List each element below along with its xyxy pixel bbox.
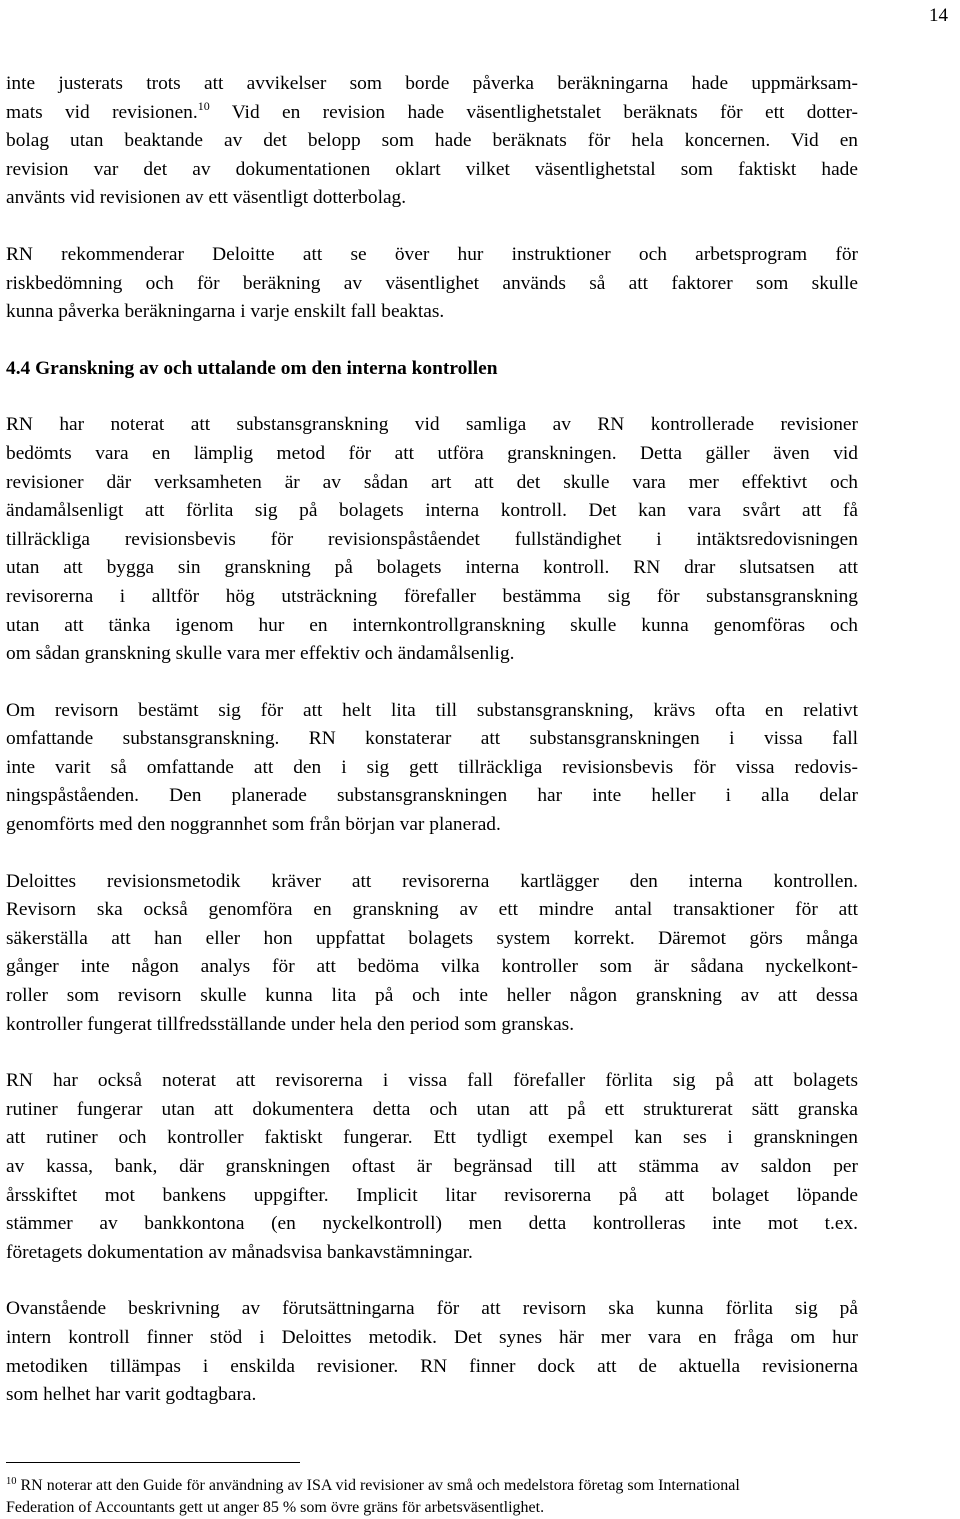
footnote-line [6,1475,866,1497]
text-line: använts vid revisionen av ett väsentligt dotterbolag. [6,187,407,209]
footnote-text: RN noterar att den Guide för användning av ISA vid revisioner av små och medelstora företag som International [16,1477,740,1494]
text-line: kunna påverka beräkningarna i varje enskilt fall beaktas. [6,301,445,323]
body-paragraph [6,697,858,840]
page-number: 14 [929,5,948,26]
text-line: stämmer av bankkontona (en nyckelkontroll) men detta kontrolleras inte mot t.ex. [6,1213,858,1235]
document-body [6,70,858,1438]
text-line: ändamålsenligt att förlita sig på bolagets interna kontroll. Det kan vara svårt att få [6,500,858,522]
text-line: att rutiner och kontroller faktiskt fungerar. Ett tydligt exempel kan ses i granskningen [6,1127,858,1149]
text-line: ningspåståenden. Den planerade substansgranskningen har inte heller i alla delar [6,785,858,807]
text-line: RN rekommenderar Deloitte att se över hur instruktioner och arbetsprogram för [6,243,858,265]
text-segment: Vid en revision hade väsentlighetstalet beräknats för ett dotter- [209,101,858,123]
text-line: tillräckliga revisionsbevis för revisionspåståendet fullständighet i intäktsredovisningen [6,528,858,550]
footnote-separator [6,1462,300,1463]
body-paragraph [6,868,858,1040]
text-line: RN har noterat att substansgranskning vid samliga av RN kontrollerade revisioner [6,414,858,436]
text-line: revision var det av dokumentationen oklart vilket väsentlighetstal som faktiskt hade [6,158,858,180]
text-line: bedömts vara en lämplig metod för att utföra granskningen. Detta gäller även vid [6,442,858,464]
text-line: metodiken tillämpas i enskilda revisioner. RN finner dock att de aktuella revisionerna [6,1355,858,1377]
text-line: utan att tänka igenom hur en internkontrollgranskning skulle kunna genomföras och [6,614,858,636]
footnote-number: 10 [6,1476,17,1487]
text-line: roller som revisorn skulle kunna lita på och inte heller någon granskning av att dessa [6,985,858,1007]
text-line [6,99,858,128]
text-line: som helhet har varit godtagbara. [6,1384,257,1406]
text-line: intern kontroll finner stöd i Deloittes metodik. Det synes här mer vara en fråga om hur [6,1326,858,1348]
text-line: revisioner där verksamheten är av sådan art att det skulle vara mer effektivt och [6,471,858,493]
body-paragraph [6,411,858,668]
text-line: Om revisorn bestämt sig för att helt lita till substansgranskning, krävs ofta en relativt [6,699,858,721]
footnote-reference: 10 [197,98,210,113]
body-paragraph [6,70,858,213]
text-line: om sådan granskning skulle vara mer effektiv och ändamålsenlig. [6,643,515,665]
section-heading: 4.4 Granskning av och uttalande om den interna kontrollen [6,357,498,379]
text-line: riskbedömning och för beräkning av väsentlighet används så att faktorer som skulle [6,272,858,294]
body-paragraph [6,241,858,327]
text-line: utan att bygga sin granskning på bolagets interna kontroll. RN drar slutsatsen att [6,557,858,579]
text-line: årsskiftet mot bankens uppgifter. Implicit litar revisorerna på att bolaget löpande [6,1184,858,1206]
text-line: säkerställa att han eller hon uppfattat bolagets system korrekt. Däremot görs många [6,927,858,949]
body-paragraph [6,1067,858,1267]
text-segment: mats vid revisionen. [6,101,198,123]
body-paragraph [6,1295,858,1409]
text-line: bolag utan beaktande av det belopp som hade beräknats för hela koncernen. Vid en [6,130,858,152]
text-line: RN har också noterat att revisorerna i vissa fall förefaller förlita sig på att bolagets [6,1070,858,1092]
text-line: inte varit så omfattande att den i sig gett tillräckliga revisionsbevis för vissa redovis- [6,756,858,778]
text-line: genomförts med den noggrannhet som från början var planerad. [6,814,501,836]
text-line: Ovanstående beskrivning av förutsättningarna för att revisorn ska kunna förlita sig på [6,1298,858,1320]
text-line: företagets dokumentation av månadsvisa bankavstämningar. [6,1241,473,1263]
footnote-line: Federation of Accountants gett ut anger 85 % som övre gräns för arbetsväsentlighet. [6,1499,545,1516]
text-line: inte justerats trots att avvikelser som borde påverka beräkningarna hade uppmärksam- [6,73,858,94]
text-line: gånger inte någon analys för att bedöma vilka kontroller som är sådana nyckelkont- [6,956,858,978]
text-line: av kassa, bank, där granskningen oftast är begränsad till att stämma av saldon per [6,1156,858,1177]
text-line: revisorerna i alltför hög utsträckning förefaller bestämma sig för substansgranskning [6,585,858,607]
text-line: Deloittes revisionsmetodik kräver att revisorerna kartlägger den interna kontrollen. [6,870,858,892]
text-line: rutiner fungerar utan att dokumentera detta och utan att på ett strukturerat sätt granska [6,1098,858,1120]
text-line: omfattande substansgranskning. RN konstaterar att substansgranskningen i vissa fall [6,728,858,750]
text-line: kontroller fungerat tillfredsställande under hela den period som granskas. [6,1013,575,1035]
footnote [6,1475,866,1519]
text-line: Revisorn ska också genomföra en granskning av ett mindre antal transaktioner för att [6,899,858,921]
